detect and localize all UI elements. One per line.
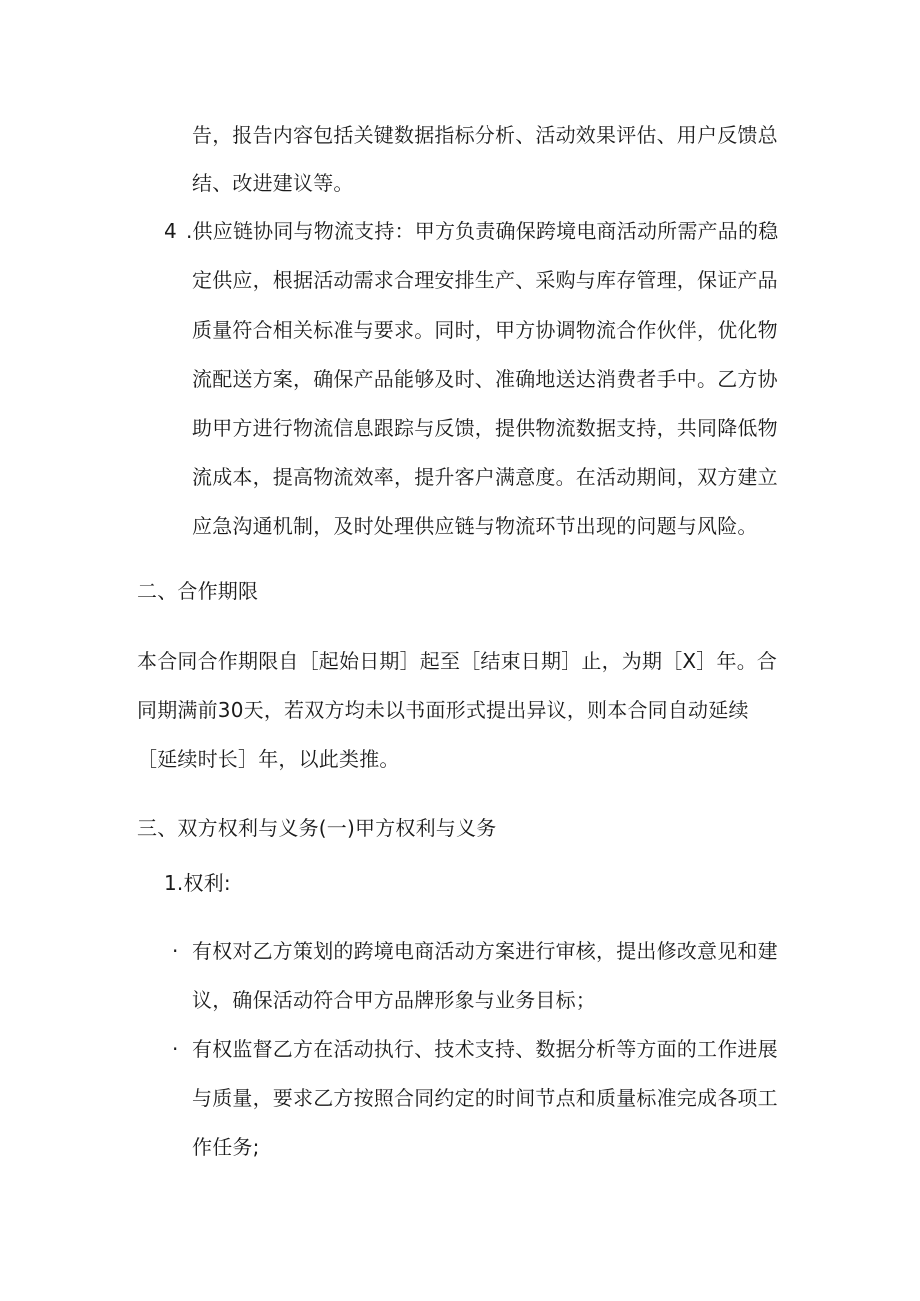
bullet-line: 作任务; (192, 1135, 260, 1159)
paragraph-line: 本合同合作期限自［起始日期］起至［结束日期］止，为期［X］年。合 (137, 649, 778, 673)
paragraph-line: 助甲方进行物流信息跟踪与反馈，提供物流数据支持，共同降低物 (192, 416, 778, 440)
list-number: 4 (164, 219, 177, 243)
paragraph-line: 告，报告内容包括关键数据指标分析、活动效果评估、用户反馈总 (192, 123, 778, 147)
bullet-line: 有权对乙方策划的跨境电商活动方案进行审核，提出修改意见和建 (192, 939, 778, 963)
paragraph-line: 结、改进建议等。 (192, 171, 354, 195)
paragraph-line: 质量符合相关标准与要求。同时，甲方协调物流合作伙伴，优化物 (192, 318, 778, 342)
paragraph-line: 应急沟通机制，及时处理供应链与物流环节出现的问题与风险。 (192, 514, 758, 538)
section-heading: 三、双方权利与义务(一)甲方权利与义务 (137, 816, 497, 840)
bullet-dot: · (172, 1037, 179, 1061)
paragraph-line: ［延续时长］年，以此类推。 (137, 747, 400, 771)
subsection-heading: 1.权利: (164, 871, 231, 895)
paragraph-line: .供应链协同与物流支持：甲方负责确保跨境电商活动所需产品的稳 (186, 219, 779, 243)
paragraph-line: 流成本，提高物流效率，提升客户满意度。在活动期间，双方建立 (192, 465, 778, 489)
bullet-line: 有权监督乙方在活动执行、技术支持、数据分析等方面的工作进展 (192, 1037, 778, 1061)
paragraph-line: 定供应，根据活动需求合理安排生产、采购与库存管理，保证产品 (192, 268, 778, 292)
bullet-dot: · (172, 939, 179, 963)
section-heading: 二、合作期限 (137, 579, 259, 603)
paragraph-line: 流配送方案，确保产品能够及时、准确地送达消费者手中。乙方协 (192, 367, 778, 391)
bullet-line: 与质量，要求乙方按照合同约定的时间节点和质量标准完成各项工 (192, 1086, 778, 1110)
paragraph-line: 同期满前30天，若双方均未以书面形式提出异议，则本合同自动延续 (137, 698, 749, 722)
bullet-line: 议，确保活动符合甲方品牌形象与业务目标； (192, 988, 596, 1012)
